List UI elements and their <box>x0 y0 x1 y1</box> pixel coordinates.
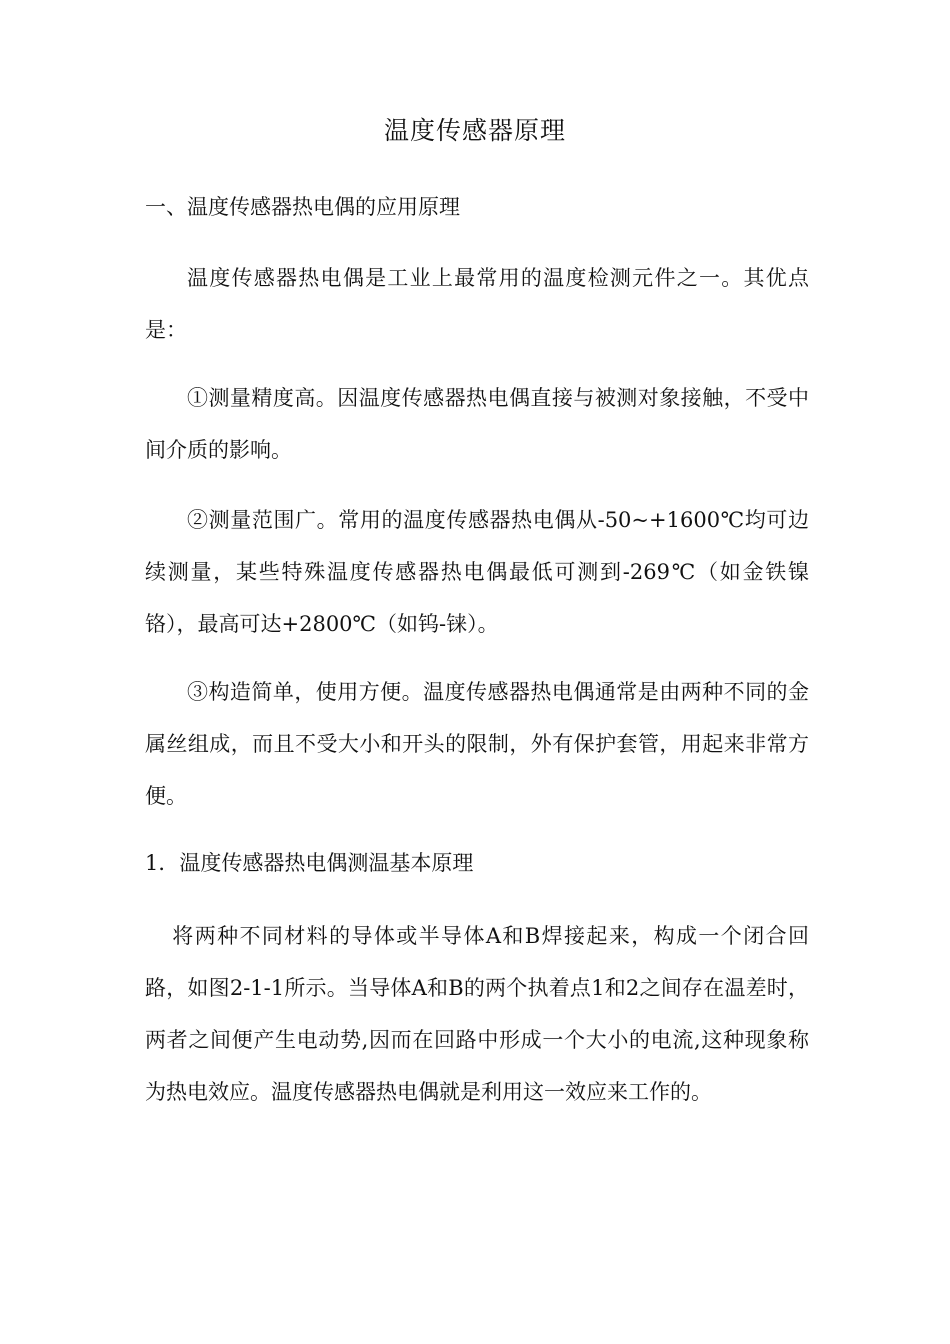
intro-paragraph: 温度传感器热电偶是工业上最常用的温度检测元件之一。其优点是： <box>145 266 809 342</box>
advantage-3-paragraph: ③构造简单，使用方便。温度传感器热电偶通常是由两种不同的金属丝组成，而且不受大小和开头的限制，外有保护套管，用起来非常方便。 <box>145 680 809 808</box>
document-title: 温度传感器原理 <box>383 116 566 145</box>
advantage-2-paragraph: ②测量范围广。常用的温度传感器热电偶从-50~+1600℃均可边续测量，某些特殊温度传感器热电偶最低可测到-269℃（如金铁镍铬），最高可达+2800℃（如钨-铼）。 <box>145 508 809 636</box>
advantage-1-paragraph: ①测量精度高。因温度传感器热电偶直接与被测对象接触，不受中间介质的影响。 <box>145 386 809 462</box>
section-heading: 一、温度传感器热电偶的应用原理 <box>145 195 460 219</box>
principle-paragraph: 将两种不同材料的导体或半导体A和B焊接起来，构成一个闭合回路，如图2-1-1所示。当导体A和B的两个执着点1和2之间存在温差时，两者之间便产生电动势,因而在回路中形成一个大小的电流,这种现象称为热电效应。温度传感器热电偶就是利用这一效应来工作的。 <box>145 924 809 1104</box>
subsection-heading: 1．温度传感器热电偶测温基本原理 <box>145 851 474 875</box>
